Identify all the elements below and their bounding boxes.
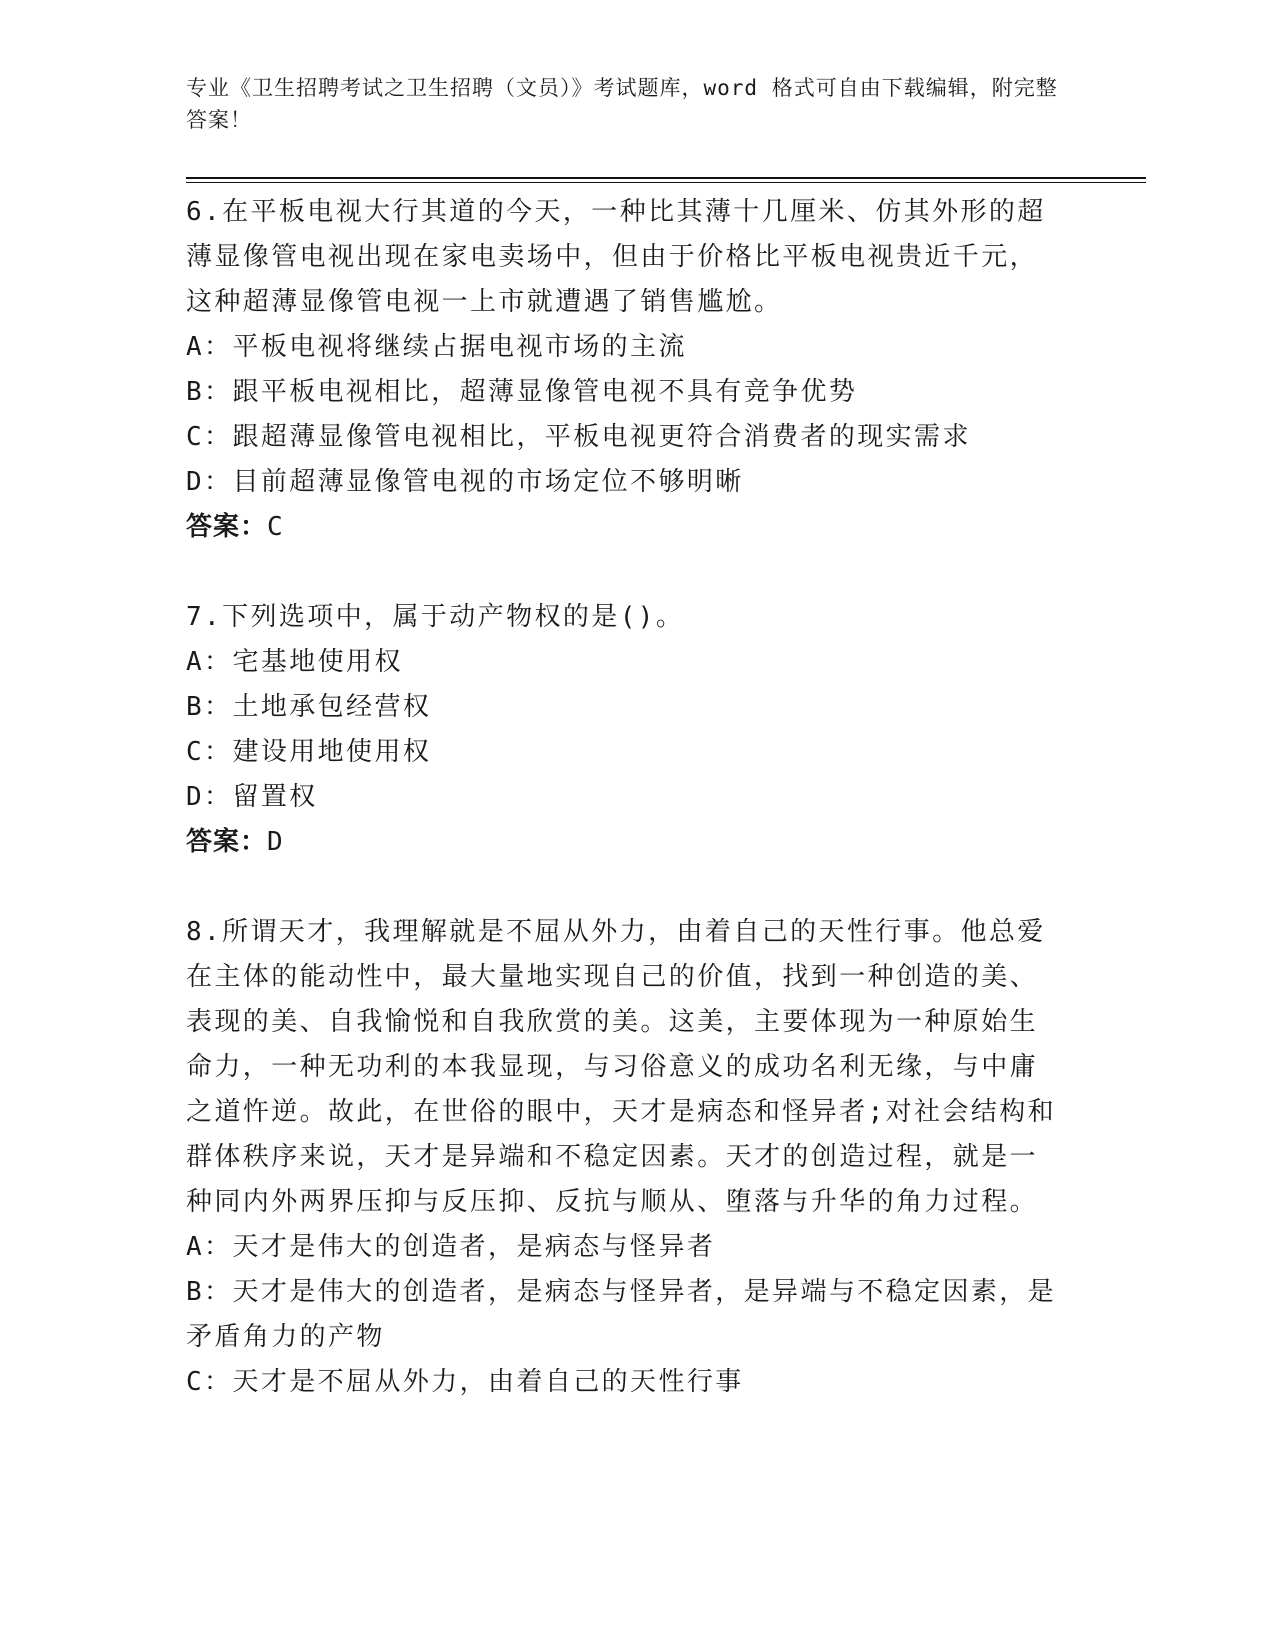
option-c: C：天才是不屈从外力，由着自己的天性行事 xyxy=(186,1367,744,1397)
question-spacer xyxy=(186,865,1066,910)
header-divider-thick xyxy=(186,177,1146,179)
option-d: D：留置权 xyxy=(186,782,318,812)
option-b: B：跟平板电视相比，超薄显像管电视不具有竞争优势 xyxy=(186,377,858,407)
question-6 xyxy=(186,190,1066,550)
option-a: A：平板电视将继续占据电视市场的主流 xyxy=(186,332,687,362)
question-7 xyxy=(186,595,1066,865)
header-divider-thin xyxy=(186,182,1146,183)
option-a: A：宅基地使用权 xyxy=(186,647,403,677)
option-b: B：天才是伟大的创造者，是病态与怪异者，是异端与不稳定因素，是矛盾角力的产物 xyxy=(186,1277,1057,1352)
option-a: A：天才是伟大的创造者，是病态与怪异者 xyxy=(186,1232,716,1262)
option-c: C：建设用地使用权 xyxy=(186,737,432,767)
option-c: C：跟超薄显像管电视相比，平板电视更符合消费者的现实需求 xyxy=(186,422,971,452)
answer-line xyxy=(186,505,1066,550)
answer-label: 答案： xyxy=(186,512,268,542)
answer-value: D xyxy=(267,827,284,857)
question-stem: 6.在平板电视大行其道的今天，一种比其薄十几厘米、仿其外形的超薄显像管电视出现在家电卖场中，但由于价格比平板电视贵近千元，这种超薄显像管电视一上市就遭遇了销售尴尬。 xyxy=(186,197,1046,317)
question-list xyxy=(186,190,1066,1405)
option-b: B：土地承包经营权 xyxy=(186,692,432,722)
answer-label: 答案： xyxy=(186,827,268,857)
question-stem: 7.下列选项中，属于动产物权的是()。 xyxy=(186,602,685,632)
answer-value: C xyxy=(267,512,284,542)
answer-line xyxy=(186,820,1066,865)
option-d: D：目前超薄显像管电视的市场定位不够明晰 xyxy=(186,467,744,497)
document-header: 专业《卫生招聘考试之卫生招聘（文员）》考试题库，word 格式可自由下载编辑，附完整答案！ xyxy=(186,76,1058,132)
question-spacer xyxy=(186,550,1066,595)
question-8 xyxy=(186,910,1066,1405)
question-stem: 8.所谓天才，我理解就是不屈从外力，由着自己的天性行事。他总爱在主体的能动性中，最大量地实现自己的价值，找到一种创造的美、表现的美、自我愉悦和自我欣赏的美。这美，主要体现为一种原始生命力，一种无功利的本我显现，与习俗意义的成功名利无缘，与中庸之道忤逆。故此，在世俗的眼中，天才是病态和怪异者;对社会结构和群体秩序来说，天才是异端和不稳定因素。天才的创造过程，就是一种同内外两界压抑与反压抑、反抗与顺从、堕落与升华的角力过程。 xyxy=(186,917,1057,1217)
